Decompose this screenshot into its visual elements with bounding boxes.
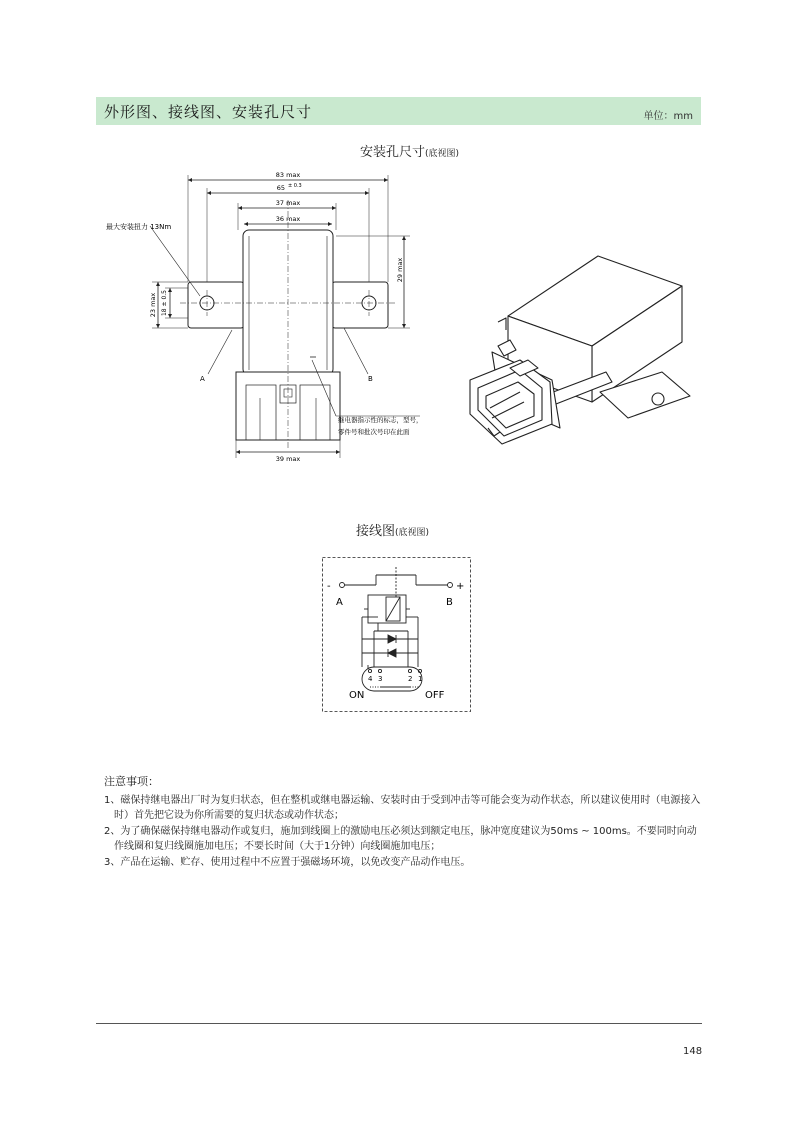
dim-37: 37 max — [275, 199, 301, 207]
dim-65-tolerance: ± 0.3 — [288, 183, 302, 189]
off-label: OFF — [425, 690, 445, 701]
pin-3-label: 3 — [378, 675, 383, 683]
wiring-label-a: A — [336, 597, 343, 608]
pin-1-label: 1 — [418, 675, 423, 683]
note-item-2: 2、为了确保磁保持继电器动作或复归，施加到线圈上的激励电压必须达到额定电压，脉冲宽度建议为50ms ~ 100ms。不要同时向动作线圈和复归线圈施加电压；不要长时间（大于1分钟）向线圈施加电压； — [104, 825, 697, 852]
relay-3d-illustration — [470, 256, 690, 444]
dim-23: 23 max — [149, 292, 157, 318]
mounting-drawing — [0, 0, 794, 500]
coil-plus-sign: + — [456, 581, 465, 592]
torque-label: 最大安装扭力 13Nm — [106, 223, 172, 231]
wiring-title — [356, 520, 429, 539]
terminal-b-label: B — [368, 375, 373, 383]
terminal-a-label: A — [200, 375, 205, 383]
notes-title: 注意事项： — [104, 775, 159, 788]
note-item-1: 1、磁保持继电器出厂时为复归状态，但在整机或继电器运输、安装时由于受到冲击等可能会变为动作状态，所以建议使用时（电源接入时）首先把它设为你所需要的复归状态或动作状态； — [104, 794, 701, 821]
wiring-label-b: B — [446, 597, 453, 608]
mounting-title-sub: (底视图) — [425, 149, 460, 159]
unit-label: 单位：mm — [643, 111, 693, 122]
section-title: 外形图、接线图、安装孔尺寸 — [104, 103, 313, 121]
dim-65: 65 — [276, 184, 285, 192]
wiring-title-main: 接线图 — [356, 524, 396, 539]
wiring-diagram — [322, 557, 472, 713]
dim-29: 29 max — [396, 257, 404, 283]
notes-section — [104, 774, 704, 870]
coil-minus-sign: - — [327, 581, 331, 592]
footer-divider — [96, 1023, 702, 1024]
dim-18: 18 ± 0.5 — [161, 289, 168, 317]
pin-2-label: 2 — [408, 675, 413, 683]
mounting-title-main: 安装孔尺寸 — [360, 145, 426, 160]
dim-39: 39 max — [275, 455, 301, 463]
note-item-3: 3、产品在运输、贮存、使用过程中不应置于强磁场环境，以免改变产品动作电压。 — [104, 856, 471, 868]
wiring-title-sub: (底视图) — [395, 528, 430, 538]
on-label: ON — [349, 690, 365, 701]
marking-note-line1: 继电器指示性的标志，型号， — [338, 416, 423, 424]
page-number: 148 — [683, 1046, 703, 1057]
marking-note-line2: 零件号和批次号印在此面 — [338, 428, 410, 436]
dim-36: 36 max — [275, 215, 301, 223]
pin-4-label: 4 — [368, 675, 373, 683]
dim-83: 83 max — [275, 171, 301, 179]
